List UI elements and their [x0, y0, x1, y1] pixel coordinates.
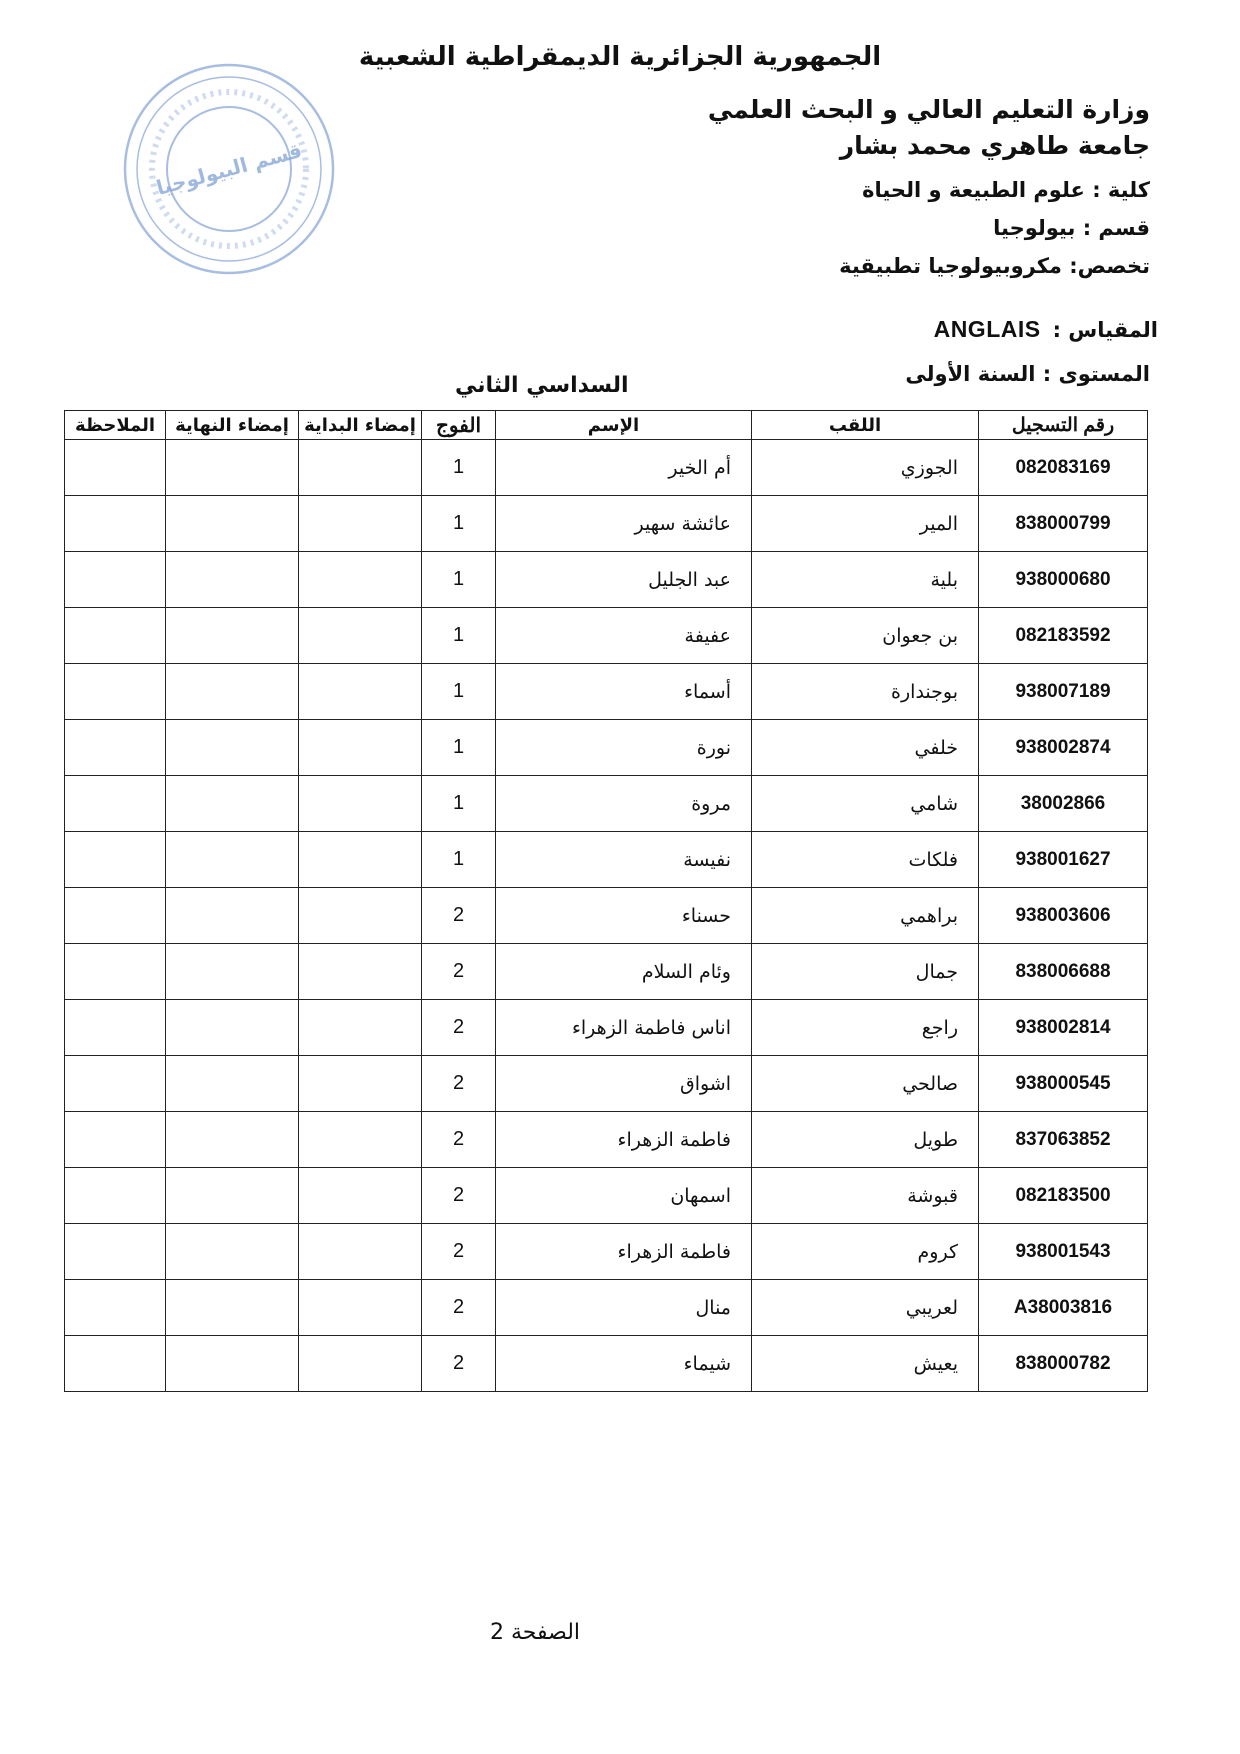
last-name-cell: لعريبي — [752, 1280, 979, 1336]
group-cell: 1 — [422, 496, 496, 552]
first-name-cell: وئام السلام — [496, 944, 752, 1000]
group-cell: 1 — [422, 552, 496, 608]
signature-start-cell — [299, 944, 422, 1000]
department-stamp-icon — [118, 58, 340, 280]
registration-number-cell: 838006688 — [979, 944, 1148, 1000]
signature-start-cell — [299, 608, 422, 664]
first-name-cell: نفيسة — [496, 832, 752, 888]
signature-start-cell — [299, 832, 422, 888]
signature-end-cell — [166, 1168, 299, 1224]
last-name-cell: كروم — [752, 1224, 979, 1280]
first-name-cell: منال — [496, 1280, 752, 1336]
registration-number-cell: 938000545 — [979, 1056, 1148, 1112]
last-name-cell: براهمي — [752, 888, 979, 944]
table-row — [65, 1112, 1148, 1168]
table-row — [65, 720, 1148, 776]
table-row — [65, 944, 1148, 1000]
notes-cell — [65, 608, 166, 664]
notes-cell — [65, 888, 166, 944]
notes-cell — [65, 1224, 166, 1280]
table-row — [65, 496, 1148, 552]
last-name-cell: راجع — [752, 1000, 979, 1056]
table-row — [65, 1280, 1148, 1336]
first-name-cell: حسناء — [496, 888, 752, 944]
group-cell: 1 — [422, 664, 496, 720]
table-row — [65, 440, 1148, 496]
signature-start-cell — [299, 720, 422, 776]
column-header-registration: رقم التسجيل — [979, 411, 1148, 440]
first-name-cell: عائشة سهير — [496, 496, 752, 552]
group-cell: 2 — [422, 1280, 496, 1336]
notes-cell — [65, 944, 166, 1000]
first-name-cell: اشواق — [496, 1056, 752, 1112]
table-row — [65, 1336, 1148, 1392]
university-name: جامعة طاهري محمد بشار — [839, 131, 1150, 160]
first-name-cell: اناس فاطمة الزهراء — [496, 1000, 752, 1056]
signature-end-cell — [166, 440, 299, 496]
signature-end-cell — [166, 1336, 299, 1392]
group-cell: 1 — [422, 440, 496, 496]
last-name-cell: فلكات — [752, 832, 979, 888]
last-name-cell: شامي — [752, 776, 979, 832]
group-cell: 1 — [422, 608, 496, 664]
first-name-cell: مروة — [496, 776, 752, 832]
ministry-name: وزارة التعليم العالي و البحث العلمي — [707, 95, 1150, 124]
module-value: ANGLAIS — [933, 316, 1041, 342]
signature-end-cell — [166, 720, 299, 776]
first-name-cell: شيماء — [496, 1336, 752, 1392]
table-row — [65, 552, 1148, 608]
table-row — [65, 1224, 1148, 1280]
signature-end-cell — [166, 1056, 299, 1112]
registration-number-cell: 838000782 — [979, 1336, 1148, 1392]
first-name-cell: أم الخير — [496, 440, 752, 496]
signature-start-cell — [299, 496, 422, 552]
student-roster-table — [64, 410, 1148, 1392]
notes-cell — [65, 776, 166, 832]
table-row — [65, 832, 1148, 888]
signature-start-cell — [299, 1168, 422, 1224]
signature-end-cell — [166, 496, 299, 552]
notes-cell — [65, 1168, 166, 1224]
table-row — [65, 664, 1148, 720]
signature-start-cell — [299, 1056, 422, 1112]
stamp-text: قسم البيولوجيا — [153, 138, 305, 200]
department-label: قسم : بيولوجيا — [993, 216, 1150, 240]
signature-end-cell — [166, 1000, 299, 1056]
column-header-group: الفوج — [422, 411, 496, 440]
signature-end-cell — [166, 1280, 299, 1336]
signature-end-cell — [166, 1224, 299, 1280]
last-name-cell: بوجندارة — [752, 664, 979, 720]
notes-cell — [65, 1280, 166, 1336]
signature-end-cell — [166, 552, 299, 608]
registration-number-cell: 082183592 — [979, 608, 1148, 664]
module-label: المقياس : — [1052, 318, 1158, 342]
registration-number-cell: 938007189 — [979, 664, 1148, 720]
module-line — [934, 316, 1158, 343]
notes-cell — [65, 664, 166, 720]
group-cell: 2 — [422, 888, 496, 944]
table-row — [65, 608, 1148, 664]
last-name-cell: خلفي — [752, 720, 979, 776]
notes-cell — [65, 1112, 166, 1168]
signature-start-cell — [299, 776, 422, 832]
registration-number-cell: 938003606 — [979, 888, 1148, 944]
first-name-cell: فاطمة الزهراء — [496, 1112, 752, 1168]
registration-number-cell: 838000799 — [979, 496, 1148, 552]
signature-start-cell — [299, 888, 422, 944]
registration-number-cell: A38003816 — [979, 1280, 1148, 1336]
signature-end-cell — [166, 944, 299, 1000]
table-row — [65, 776, 1148, 832]
signature-start-cell — [299, 1336, 422, 1392]
first-name-cell: أسماء — [496, 664, 752, 720]
column-header-notes: الملاحظة — [65, 411, 166, 440]
notes-cell — [65, 552, 166, 608]
first-name-cell: عفيفة — [496, 608, 752, 664]
table-row — [65, 1000, 1148, 1056]
republic-title: الجمهورية الجزائرية الديمقراطية الشعبية — [358, 42, 882, 72]
signature-start-cell — [299, 664, 422, 720]
faculty-label: كلية : علوم الطبيعة و الحياة — [862, 178, 1150, 202]
last-name-cell: قبوشة — [752, 1168, 979, 1224]
table-header-row — [65, 411, 1148, 440]
registration-number-cell: 938002814 — [979, 1000, 1148, 1056]
column-header-signature-end: إمضاء النهاية — [166, 411, 299, 440]
registration-number-cell: 938000680 — [979, 552, 1148, 608]
signature-start-cell — [299, 1112, 422, 1168]
registration-number-cell: 938002874 — [979, 720, 1148, 776]
group-cell: 2 — [422, 1112, 496, 1168]
notes-cell — [65, 1000, 166, 1056]
registration-number-cell: 837063852 — [979, 1112, 1148, 1168]
semester-label: السداسي الثاني — [455, 373, 629, 398]
notes-cell — [65, 1056, 166, 1112]
first-name-cell: عبد الجليل — [496, 552, 752, 608]
signature-end-cell — [166, 1112, 299, 1168]
first-name-cell: نورة — [496, 720, 752, 776]
last-name-cell: المير — [752, 496, 979, 552]
group-cell: 2 — [422, 1056, 496, 1112]
last-name-cell: الجوزي — [752, 440, 979, 496]
notes-cell — [65, 1336, 166, 1392]
group-cell: 2 — [422, 1000, 496, 1056]
group-cell: 2 — [422, 1168, 496, 1224]
registration-number-cell: 38002866 — [979, 776, 1148, 832]
table-body — [65, 440, 1148, 1392]
first-name-cell: فاطمة الزهراء — [496, 1224, 752, 1280]
specialty-label: تخصص: مكروبيولوجيا تطبيقية — [839, 254, 1150, 278]
last-name-cell: جمال — [752, 944, 979, 1000]
last-name-cell: صالحي — [752, 1056, 979, 1112]
group-cell: 2 — [422, 1336, 496, 1392]
signature-start-cell — [299, 1000, 422, 1056]
signature-end-cell — [166, 608, 299, 664]
group-cell: 2 — [422, 944, 496, 1000]
last-name-cell: بن جعوان — [752, 608, 979, 664]
table-row — [65, 1056, 1148, 1112]
signature-end-cell — [166, 832, 299, 888]
notes-cell — [65, 832, 166, 888]
table-row — [65, 1168, 1148, 1224]
signature-start-cell — [299, 552, 422, 608]
signature-end-cell — [166, 888, 299, 944]
group-cell: 2 — [422, 1224, 496, 1280]
column-header-last-name: اللقب — [752, 411, 979, 440]
signature-end-cell — [166, 776, 299, 832]
last-name-cell: يعيش — [752, 1336, 979, 1392]
notes-cell — [65, 496, 166, 552]
group-cell: 1 — [422, 720, 496, 776]
registration-number-cell: 938001627 — [979, 832, 1148, 888]
last-name-cell: طويل — [752, 1112, 979, 1168]
table-row — [65, 888, 1148, 944]
group-cell: 1 — [422, 776, 496, 832]
signature-end-cell — [166, 664, 299, 720]
signature-start-cell — [299, 1224, 422, 1280]
registration-number-cell: 938001543 — [979, 1224, 1148, 1280]
level-label: المستوى : السنة الأولى — [905, 362, 1150, 386]
notes-cell — [65, 720, 166, 776]
signature-start-cell — [299, 1280, 422, 1336]
last-name-cell: بلية — [752, 552, 979, 608]
registration-number-cell: 082183500 — [979, 1168, 1148, 1224]
notes-cell — [65, 440, 166, 496]
registration-number-cell: 082083169 — [979, 440, 1148, 496]
column-header-first-name: الإسم — [496, 411, 752, 440]
page-number: الصفحة 2 — [490, 1620, 581, 1645]
column-header-signature-start: إمضاء البداية — [299, 411, 422, 440]
group-cell: 1 — [422, 832, 496, 888]
signature-start-cell — [299, 440, 422, 496]
first-name-cell: اسمهان — [496, 1168, 752, 1224]
